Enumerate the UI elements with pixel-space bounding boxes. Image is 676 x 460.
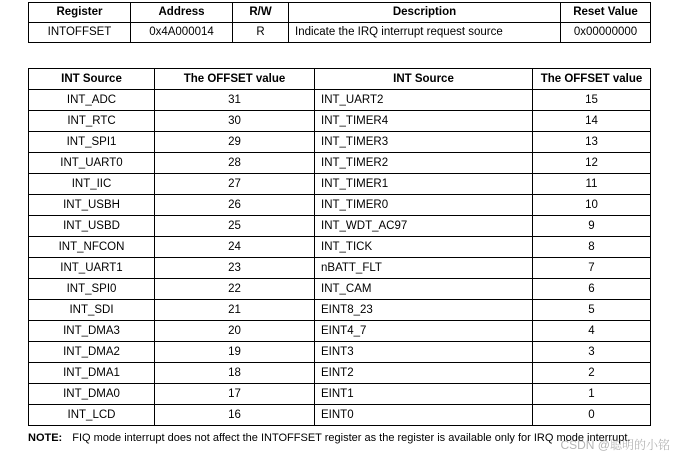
- int-source-left: INT_RTC: [29, 111, 155, 132]
- offset-left: 27: [155, 174, 315, 195]
- offset-right: 12: [533, 153, 651, 174]
- int-source-right: EINT2: [315, 363, 533, 384]
- table-row: [29, 321, 651, 342]
- int-source-right: INT_TICK: [315, 237, 533, 258]
- int-source-right: EINT4_7: [315, 321, 533, 342]
- register-table-header: [29, 3, 651, 23]
- table-row: [29, 153, 651, 174]
- table-row: [29, 216, 651, 237]
- int-source-right: INT_CAM: [315, 279, 533, 300]
- interrupt-source-table: [28, 68, 651, 426]
- offset-right: 7: [533, 258, 651, 279]
- offset-right: 9: [533, 216, 651, 237]
- table-row: [29, 132, 651, 153]
- offset-left: 25: [155, 216, 315, 237]
- note-label: NOTE:: [28, 432, 63, 444]
- offset-right: 14: [533, 111, 651, 132]
- table-row: [29, 342, 651, 363]
- register-address: 0x4A000014: [131, 23, 233, 43]
- int-source-left: INT_DMA2: [29, 342, 155, 363]
- offset-left: 17: [155, 384, 315, 405]
- offset-right: 4: [533, 321, 651, 342]
- int-source-left: INT_SPI1: [29, 132, 155, 153]
- int-source-left: INT_SPI0: [29, 279, 155, 300]
- int-source-right: EINT1: [315, 384, 533, 405]
- int-source-right: INT_UART2: [315, 90, 533, 111]
- int-source-right: INT_TIMER1: [315, 174, 533, 195]
- offset-right: 6: [533, 279, 651, 300]
- table-row: [29, 90, 651, 111]
- offset-left: 24: [155, 237, 315, 258]
- register-description: Indicate the IRQ interrupt request source: [289, 23, 561, 43]
- offset-left: 31: [155, 90, 315, 111]
- table-row: [29, 279, 651, 300]
- int-source-right: EINT3: [315, 342, 533, 363]
- offset-left: 18: [155, 363, 315, 384]
- int-source-left: INT_UART0: [29, 153, 155, 174]
- register-table: [28, 2, 651, 43]
- note-text: FIQ mode interrupt does not affect the INTOFFSET register as the register is available only for IRQ mode interrupt.: [72, 432, 631, 444]
- int-source-left: INT_DMA3: [29, 321, 155, 342]
- offset-left: 21: [155, 300, 315, 321]
- offset-right: 13: [533, 132, 651, 153]
- table-row: [29, 405, 651, 426]
- int-source-left: INT_DMA1: [29, 363, 155, 384]
- int-source-left: INT_ADC: [29, 90, 155, 111]
- source-table-header: [29, 69, 651, 90]
- offset-right: 1: [533, 384, 651, 405]
- offset-left: 30: [155, 111, 315, 132]
- table-row: [29, 237, 651, 258]
- offset-left: 29: [155, 132, 315, 153]
- register-reset-value: 0x00000000: [561, 23, 651, 43]
- header-offset-left: The OFFSET value: [155, 69, 315, 90]
- int-source-right: EINT8_23: [315, 300, 533, 321]
- offset-right: 0: [533, 405, 651, 426]
- offset-left: 16: [155, 405, 315, 426]
- int-source-right: INT_TIMER2: [315, 153, 533, 174]
- offset-left: 22: [155, 279, 315, 300]
- header-offset-right: The OFFSET value: [533, 69, 651, 90]
- int-source-right: EINT0: [315, 405, 533, 426]
- source-table-body: [29, 90, 651, 426]
- table-row: [29, 174, 651, 195]
- int-source-right: INT_TIMER3: [315, 132, 533, 153]
- header-reset-value: Reset Value: [561, 3, 651, 23]
- int-source-right: INT_TIMER0: [315, 195, 533, 216]
- int-source-right: INT_WDT_AC97: [315, 216, 533, 237]
- int-source-left: INT_SDI: [29, 300, 155, 321]
- int-source-right: INT_TIMER4: [315, 111, 533, 132]
- offset-left: 26: [155, 195, 315, 216]
- offset-right: 3: [533, 342, 651, 363]
- header-rw: R/W: [233, 3, 289, 23]
- table-row: [29, 195, 651, 216]
- offset-left: 28: [155, 153, 315, 174]
- table-row: [29, 384, 651, 405]
- offset-right: 2: [533, 363, 651, 384]
- header-int-source-left: INT Source: [29, 69, 155, 90]
- header-int-source-right: INT Source: [315, 69, 533, 90]
- offset-right: 8: [533, 237, 651, 258]
- offset-right: 5: [533, 300, 651, 321]
- header-description: Description: [289, 3, 561, 23]
- int-source-left: INT_USBH: [29, 195, 155, 216]
- int-source-left: INT_DMA0: [29, 384, 155, 405]
- offset-right: 15: [533, 90, 651, 111]
- table-row: [29, 111, 651, 132]
- header-address: Address: [131, 3, 233, 23]
- int-source-left: INT_UART1: [29, 258, 155, 279]
- int-source-left: INT_USBD: [29, 216, 155, 237]
- note: [28, 432, 630, 444]
- int-source-right: nBATT_FLT: [315, 258, 533, 279]
- register-name: INTOFFSET: [29, 23, 131, 43]
- offset-right: 11: [533, 174, 651, 195]
- watermark: CSDN @聪明的小铭: [560, 438, 670, 452]
- table-row: [29, 363, 651, 384]
- table-row: [29, 300, 651, 321]
- int-source-left: INT_NFCON: [29, 237, 155, 258]
- offset-left: 23: [155, 258, 315, 279]
- int-source-left: INT_LCD: [29, 405, 155, 426]
- offset-left: 19: [155, 342, 315, 363]
- offset-left: 20: [155, 321, 315, 342]
- int-source-left: INT_IIC: [29, 174, 155, 195]
- register-rw: R: [233, 23, 289, 43]
- register-row: [29, 23, 651, 43]
- header-register: Register: [29, 3, 131, 23]
- table-row: [29, 258, 651, 279]
- offset-right: 10: [533, 195, 651, 216]
